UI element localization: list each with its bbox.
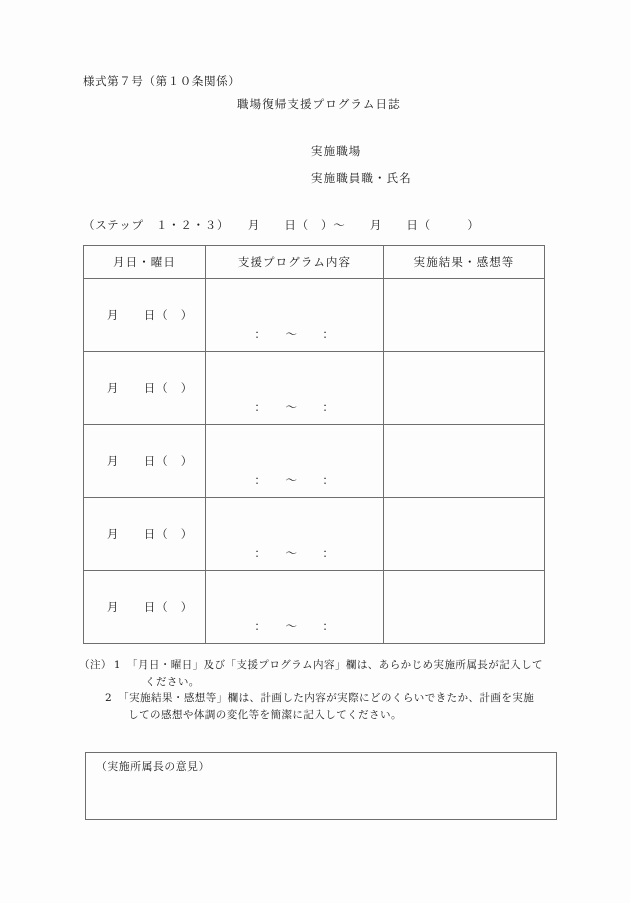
note-item-2 xyxy=(105,690,559,723)
date-stub: 月 日（ ） xyxy=(106,600,193,614)
result-cell[interactable] xyxy=(384,352,545,425)
step-period-line: （ステップ １・２・３） 月 日（ ）～ 月 日（ ） xyxy=(83,218,480,232)
table-row xyxy=(84,425,545,498)
date-stub: 月 日（ ） xyxy=(106,308,193,322)
note-prefix: （注） xyxy=(79,659,112,671)
date-cell[interactable] xyxy=(84,571,206,644)
time-range-stub: ： ～ ： xyxy=(254,327,335,341)
table-row xyxy=(84,571,545,644)
supervisor-opinion-label: （実施所属長の意見） xyxy=(96,760,210,773)
notes-section xyxy=(79,657,559,723)
table-row xyxy=(84,279,545,352)
note-item-1 xyxy=(79,657,559,690)
content-cell[interactable] xyxy=(206,425,384,498)
table-row xyxy=(84,352,545,425)
time-range-stub: ： ～ ： xyxy=(254,546,335,560)
column-header-result: 実施結果・感想等 xyxy=(384,246,545,279)
result-cell[interactable] xyxy=(384,498,545,571)
note-2-line-2: しての感想や体調の変化等を簡潔に記入してください。 xyxy=(128,708,402,721)
content-cell[interactable] xyxy=(206,352,384,425)
note-number-2: 2 xyxy=(105,692,113,705)
table-row xyxy=(84,498,545,571)
content-cell[interactable] xyxy=(206,279,384,352)
date-cell[interactable] xyxy=(84,498,206,571)
date-cell[interactable] xyxy=(84,279,206,352)
date-cell[interactable] xyxy=(84,425,206,498)
date-stub: 月 日（ ） xyxy=(106,381,193,395)
note-1-line-1: 「月日・曜日」及び「支援プログラム内容」欄は、あらかじめ実施所属長が記入して xyxy=(127,659,543,671)
content-cell[interactable] xyxy=(206,498,384,571)
result-cell[interactable] xyxy=(384,571,545,644)
note-2-line-1: 「実施結果・感想等」欄は、計画した内容が実際にどのくらいできたか、計画を実施 xyxy=(118,692,535,705)
time-range-stub: ： ～ ： xyxy=(254,619,335,633)
staff-name-label: 実施職員職・氏名 xyxy=(311,171,412,185)
supervisor-opinion-box[interactable] xyxy=(85,752,557,820)
table-header-row xyxy=(84,246,545,279)
time-range-stub: ： ～ ： xyxy=(254,400,335,414)
date-cell[interactable] xyxy=(84,352,206,425)
program-log-table xyxy=(83,245,545,644)
column-header-content: 支援プログラム内容 xyxy=(206,246,384,279)
result-cell[interactable] xyxy=(384,279,545,352)
note-number-1: 1 xyxy=(113,659,121,671)
date-stub: 月 日（ ） xyxy=(106,527,193,541)
date-stub: 月 日（ ） xyxy=(106,454,193,468)
column-header-date: 月日・曜日 xyxy=(84,246,206,279)
result-cell[interactable] xyxy=(384,425,545,498)
note-1-line-2: ください。 xyxy=(145,675,200,688)
document-title: 職場復帰支援プログラム日誌 xyxy=(237,97,401,111)
time-range-stub: ： ～ ： xyxy=(254,473,335,487)
content-cell[interactable] xyxy=(206,571,384,644)
form-number: 様式第７号（第１０条関係） xyxy=(83,74,241,88)
workplace-label: 実施職場 xyxy=(311,144,362,158)
